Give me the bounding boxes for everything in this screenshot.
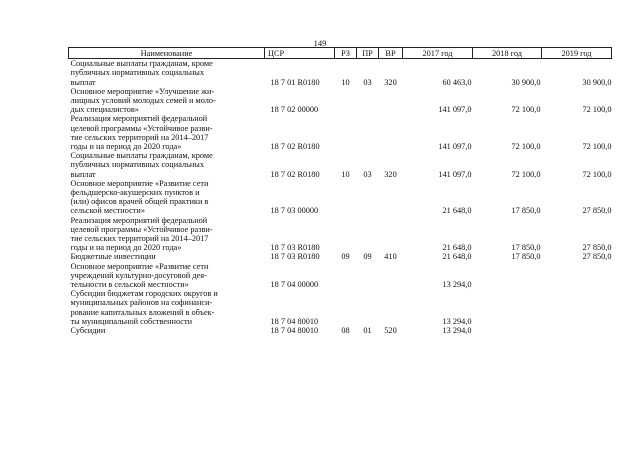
row-name-line: лищных условий молодых семей и моло-	[70, 96, 216, 106]
table-row	[69, 326, 612, 335]
row-csr: 18 7 01 R0180	[270, 77, 320, 87]
row-name	[69, 289, 265, 326]
row-value-2019: 72 100,0	[582, 105, 612, 115]
row-value-2018: 17 850,0	[511, 243, 541, 253]
row-value-2018: 72 100,0	[511, 105, 541, 115]
header-2019: 2019 год	[542, 48, 612, 59]
table-row	[69, 216, 612, 253]
row-name-line: годы и на период до 2020 года»	[70, 142, 182, 152]
table-row	[69, 262, 612, 290]
row-name-line: целевой программы «Устойчивое разви-	[70, 224, 213, 234]
row-name	[69, 114, 265, 151]
row-value-2018	[473, 289, 542, 326]
table-row	[69, 87, 612, 115]
row-name-line: дых специалистов»	[70, 105, 139, 115]
row-name	[69, 326, 265, 335]
row-name-line: ты муниципальной собственности	[70, 316, 193, 326]
row-value-2017: 21 648,0	[442, 206, 472, 216]
row-name-line: тие сельских территорий на 2014–2017	[70, 132, 209, 142]
row-name	[69, 216, 265, 253]
row-csr: 18 7 04 80010	[270, 316, 319, 326]
row-pr	[357, 87, 379, 115]
row-name-line: Субсидии бюджетам городских округов и	[70, 289, 218, 299]
header-rz: РЗ	[335, 48, 357, 59]
row-name	[69, 252, 265, 261]
row-name-line: выплат	[70, 77, 96, 87]
row-vr	[379, 179, 403, 216]
row-vr: 320	[384, 77, 397, 87]
row-name-line: учреждений культурно-досуговой дея-	[70, 270, 207, 280]
page-number: 149	[313, 38, 327, 48]
row-rz	[335, 216, 357, 253]
row-name-line: сельской местности»	[70, 206, 145, 216]
row-name-line: Социальные выплаты гражданам, кроме	[70, 59, 213, 69]
header-2018: 2018 год	[473, 48, 542, 59]
row-vr	[379, 114, 403, 151]
row-value-2018	[473, 326, 542, 335]
row-name	[69, 151, 265, 179]
row-name-line: муниципальных районов на софинанси-	[70, 298, 213, 308]
row-value-2019	[542, 289, 612, 326]
row-pr	[357, 179, 379, 216]
row-value-2019: 72 100,0	[582, 169, 612, 179]
row-csr: 18 7 02 R0180	[270, 142, 320, 152]
row-name-line: Основное мероприятие «Улучшение жи-	[70, 86, 215, 96]
row-value-2018: 17 850,0	[511, 252, 541, 262]
row-name	[69, 59, 265, 87]
table-row	[69, 289, 612, 326]
row-csr: 18 7 03 R0180	[270, 252, 320, 262]
table-row	[69, 59, 612, 87]
row-name-line: (или) офисов врачей общей практики в	[70, 197, 209, 207]
row-name-line: целевой программы «Устойчивое разви-	[70, 123, 213, 133]
row-value-2018: 30 900,0	[511, 77, 541, 87]
row-value-2018: 17 850,0	[511, 206, 541, 216]
row-name	[69, 179, 265, 216]
row-name-line: Социальные выплаты гражданам, кроме	[70, 151, 213, 161]
header-csr: ЦСР	[265, 48, 335, 59]
row-csr: 18 7 03 00000	[270, 206, 319, 216]
row-rz	[335, 262, 357, 290]
table-body	[69, 59, 612, 336]
row-rz: 10	[341, 77, 350, 87]
header-pr: ПР	[357, 48, 379, 59]
table-row	[69, 252, 612, 261]
row-name-line: тельности в сельской местности»	[70, 280, 189, 290]
row-pr: 09	[363, 252, 372, 262]
row-name	[69, 262, 265, 290]
row-value-2017: 141 097,0	[438, 169, 472, 179]
row-rz: 10	[341, 169, 350, 179]
header-vr: ВР	[379, 48, 403, 59]
row-rz	[335, 114, 357, 151]
row-value-2019: 27 850,0	[582, 206, 612, 216]
table-row	[69, 179, 612, 216]
row-rz	[335, 179, 357, 216]
row-csr: 18 7 02 R0180	[270, 169, 320, 179]
row-rz	[335, 87, 357, 115]
row-pr	[357, 289, 379, 326]
row-name	[69, 87, 265, 115]
row-value-2019: 27 850,0	[582, 252, 612, 262]
row-rz: 09	[341, 252, 350, 262]
row-vr: 320	[384, 169, 397, 179]
row-value-2017: 21 648,0	[442, 252, 472, 262]
row-name-line: рование капитальных вложений в объек-	[70, 307, 215, 317]
header-2017: 2017 год	[403, 48, 473, 59]
row-name-line: публичных нормативных социальных	[70, 68, 205, 78]
row-value-2017: 21 648,0	[442, 243, 472, 253]
row-value-2018	[473, 262, 542, 290]
row-csr: 18 7 02 00000	[270, 105, 319, 115]
row-name-line: годы и на период до 2020 года»	[70, 243, 182, 253]
row-pr	[357, 216, 379, 253]
row-csr: 18 7 04 80010	[270, 326, 319, 336]
row-name-line: Основное мероприятие «Развитие сети	[70, 261, 209, 271]
row-name-line: Реализация мероприятий федеральной	[70, 114, 208, 124]
row-csr: 18 7 04 00000	[270, 280, 319, 290]
row-value-2017: 141 097,0	[438, 142, 472, 152]
row-value-2018: 72 100,0	[511, 142, 541, 152]
row-value-2017: 13 294,0	[442, 326, 472, 336]
row-name-line: выплат	[70, 169, 96, 179]
table-row	[69, 151, 612, 179]
row-value-2017: 13 294,0	[442, 280, 472, 290]
row-value-2019: 72 100,0	[582, 142, 612, 152]
row-name-line: Основное мероприятие «Развитие сети	[70, 178, 209, 188]
budget-table	[68, 47, 612, 335]
table-header-row	[69, 48, 612, 59]
row-pr: 03	[363, 169, 372, 179]
row-value-2018: 72 100,0	[511, 169, 541, 179]
table-row	[69, 114, 612, 151]
row-value-2017: 60 463,0	[442, 77, 472, 87]
row-csr: 18 7 03 R0180	[270, 243, 320, 253]
row-vr	[379, 216, 403, 253]
row-vr	[379, 289, 403, 326]
row-value-2017: 141 097,0	[438, 105, 472, 115]
row-value-2017: 13 294,0	[442, 316, 472, 326]
row-name-line: Реализация мероприятий федеральной	[70, 215, 208, 225]
row-vr	[379, 262, 403, 290]
row-value-2019: 30 900,0	[582, 77, 612, 87]
row-value-2019: 27 850,0	[582, 243, 612, 253]
row-vr	[379, 87, 403, 115]
row-rz: 08	[341, 326, 350, 336]
row-pr	[357, 114, 379, 151]
row-vr: 410	[384, 252, 397, 262]
row-pr: 03	[363, 77, 372, 87]
row-value-2019	[542, 326, 612, 335]
row-name-line: публичных нормативных социальных	[70, 160, 205, 170]
row-rz	[335, 289, 357, 326]
row-name-line: тие сельских территорий на 2014–2017	[70, 234, 209, 244]
row-pr	[357, 262, 379, 290]
row-name-line: Субсидии	[70, 326, 106, 336]
row-name-line: фельдшерско-акушерских пунктов и	[70, 188, 200, 198]
header-name: Наименование	[69, 48, 265, 59]
row-pr: 01	[363, 326, 372, 336]
row-value-2019	[542, 262, 612, 290]
row-name-line: Бюджетные инвестиции	[70, 252, 156, 262]
row-vr: 520	[384, 326, 397, 336]
